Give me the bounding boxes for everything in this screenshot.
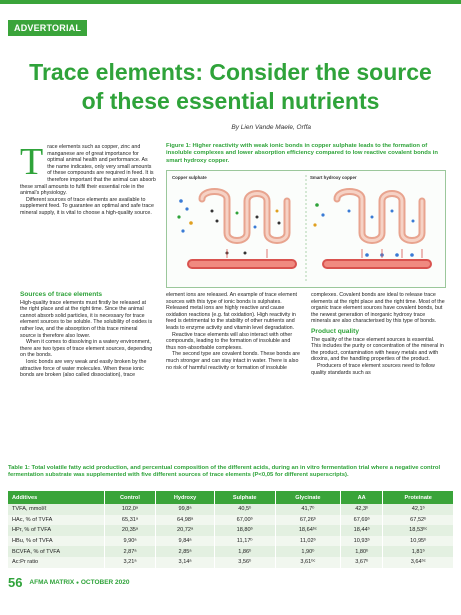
table-cell: 9,90ᵃ <box>104 536 156 547</box>
intro-column <box>20 141 156 217</box>
footer-text <box>29 579 129 586</box>
table-cell: 102,0ᵃ <box>104 504 156 515</box>
right-gut-illustration <box>322 192 432 270</box>
section-heading-product-quality: Product quality <box>311 327 359 335</box>
col1-paragraph-1: High-quality trace elements must firstly be released at the right place and at the right time. Since the animal cannot absorb solid particles, it is necessary for trace element sources to be soluble. The solubility of oxides is rather low, and the absorption of this trace mineral source is therefore also lower. <box>20 299 153 339</box>
table-cell: 10,95ᵇ <box>383 536 454 547</box>
table-cell: 40,5ᵇ <box>214 504 275 515</box>
table-row <box>8 536 454 547</box>
table-cell: 1,81ᵇ <box>383 546 454 557</box>
advertorial-tag: ADVERTORIAL <box>8 20 87 36</box>
table-cell: 3,56ᵇ <box>214 557 275 568</box>
table-cell: 42,1ᵇ <box>383 504 454 515</box>
issue-date: OCTOBER 2020 <box>80 579 130 586</box>
table-cell: 20,35ᵃ <box>104 525 156 536</box>
table-cell: 3,67ᵇ <box>340 557 383 568</box>
table-cell: 65,31ᵃ <box>104 515 156 526</box>
column-header: Proteinate <box>383 491 454 504</box>
table-cell: 9,84ᵃ <box>156 536 214 547</box>
table-cell: 41,7ᵇ <box>275 504 340 515</box>
table-cell: 1,86ᵇ <box>214 546 275 557</box>
table-cell: TVFA, mmol/ℓ <box>8 504 104 515</box>
footer-bullet: ● <box>76 580 80 586</box>
table-cell: 10,93ᵇ <box>340 536 383 547</box>
table-cell: 3,14ᵃ <box>156 557 214 568</box>
table-cell: HBu, % of TVFA <box>8 536 104 547</box>
table-cell: BCVFA, % of TVFA <box>8 546 104 557</box>
table-cell: 67,69ᵇ <box>340 515 383 526</box>
table-cell: 64,98ᵃ <box>156 515 214 526</box>
table-row <box>8 557 454 568</box>
table-row <box>8 504 454 515</box>
column-header: Control <box>104 491 156 504</box>
table-cell: 99,8ᵃ <box>156 504 214 515</box>
top-stripe <box>0 0 461 4</box>
page-footer <box>8 575 130 590</box>
col1-paragraph-2: When it comes to dissolving in a watery environment, there are two types of trace element sources, depending on the bonds. <box>20 339 153 359</box>
table-cell: 18,53ᵇᶜ <box>383 525 454 536</box>
table-cell: 18,44ᵇ <box>340 525 383 536</box>
body-column-1 <box>20 288 154 379</box>
table-cell: 67,26ᵇ <box>275 515 340 526</box>
table-caption: Table 1: Total volatile fatty acid production, and percentual composition of the different acids, during an in vitro fermentation trial where a negative control fermentation substrate was supplemented with five different sources of trace elements (P<0,05 for different superscripts). <box>8 465 441 479</box>
table-cell: 1,80ᵇ <box>340 546 383 557</box>
table-cell: 18,64ᵇᶜ <box>275 525 340 536</box>
data-table <box>8 491 454 568</box>
col3-paragraph-3: Producers of trace element sources need to follow quality standards such as <box>311 362 435 376</box>
table-row <box>8 525 454 536</box>
table-cell: Ac:Pr ratio <box>8 557 104 568</box>
table-cell: 18,80ᵇ <box>214 525 275 536</box>
column-header: AA <box>340 491 383 504</box>
byline: By Lien Vande Maele, Orffa <box>231 124 311 131</box>
table-cell: 2,87ᵃ <box>104 546 156 557</box>
col3-paragraph-2: The quality of the trace element sources is essential. This includes the purity or concentration of the mineral in the product, contamination with heavy metals and with dioxins, and the handling properties of the product. <box>311 336 444 363</box>
table-cell: 3,61ᵇᶜ <box>275 557 340 568</box>
magazine-name: AFMA MATRIX <box>29 579 75 586</box>
col2-paragraph-2: Reactive trace elements will also interact with other compounds, leading to the formation of insoluble and thus non-absorbable complexes. <box>166 331 293 351</box>
table-row <box>8 515 454 526</box>
table-cell: 11,17ᵇ <box>214 536 275 547</box>
table-cell: HPr, % of TVFA <box>8 525 104 536</box>
table-cell: 1,90ᵇ <box>275 546 340 557</box>
col1-paragraph-3: Ionic bonds are very weak and easily broken by the attractive force of water molecules. When these ionic bonds are broken (also called dissociation), trace <box>20 358 147 379</box>
col2-paragraph-3: The second type are covalent bonds. These bonds are much stronger and can stay intact in water. There is also no risk of harmful reactivity or formation of insoluble <box>166 351 300 371</box>
column-header: Glycinate <box>275 491 340 504</box>
table-row <box>8 546 454 557</box>
col3-paragraph-1: complexes. Covalent bonds are ideal to release trace elements at the right place and the right time. Most of the organic trace element sources have covalent bonds, but the newest generation of inorganic hydroxy trace minerals are also characterised by this type of bonds. <box>311 292 445 325</box>
table-header-row <box>8 491 454 504</box>
drop-cap: T <box>20 141 44 183</box>
figure-label-smart-hydroxy-copper: Smart hydroxy copper <box>310 175 357 180</box>
table-cell: 11,02ᵇ <box>275 536 340 547</box>
table-cell: HAc, % of TVFA <box>8 515 104 526</box>
page-number: 56 <box>8 575 23 590</box>
table-cell: 67,00ᵇ <box>214 515 275 526</box>
intro-paragraph-2: Different sources of trace elements are available to supplement feed. To guarantee an optimal and safe trace mineral supply, it is vital to choose a high-quality source. <box>20 196 154 216</box>
article-headline: Trace elements: Consider the source of these essential nutrients <box>29 59 432 114</box>
section-heading-sources: Sources of trace elements <box>20 291 103 298</box>
intro-paragraph-1: race elements such as copper, zinc and manganese are of great importance for optimal animal health and performance. As the name indicates, only very small amounts of these compounds are required in feed. It is therefore important that the animal can absorb these small amounts to fulfil their essential role in the animal's physiology. <box>20 144 156 197</box>
column-header: Additives <box>8 491 104 504</box>
column-header: Hydroxy <box>156 491 214 504</box>
body-column-3 <box>311 292 445 376</box>
table-cell: 20,72ᵃ <box>156 525 214 536</box>
table-cell: 67,52ᵇ <box>383 515 454 526</box>
table-cell: 3,64ᵇᶜ <box>383 557 454 568</box>
table-cell: 42,3ᵇ <box>340 504 383 515</box>
col2-paragraph-1: element ions are released. An example of trace element sources with this type of ionic bonds is sulphates. Released metal ions are highly reactive and cause oxidation reactions (e.g. fat oxidation). High reactivity in feed is detrimental to the stability of other nutrients and leads to enzyme activity and vitamin level degradation. <box>166 292 298 331</box>
absorption-arrows <box>227 249 422 258</box>
figure-1 <box>166 170 446 288</box>
column-header: Sulphate <box>214 491 275 504</box>
figure-caption: Figure 1: Higher reactivity with weak ionic bonds in copper sulphate leads to the formation of insoluble complexes and lower absorption efficiency compared to low reactive covalent bonds in smart hydroxy copper. <box>166 143 439 164</box>
body-column-2 <box>166 292 300 371</box>
table-cell: 3,21ᵃ <box>104 557 156 568</box>
left-gut-illustration <box>187 192 297 270</box>
figure-illustration <box>167 171 445 287</box>
table-cell: 2,85ᵃ <box>156 546 214 557</box>
figure-label-copper-sulphate: Copper sulphate <box>172 175 207 180</box>
